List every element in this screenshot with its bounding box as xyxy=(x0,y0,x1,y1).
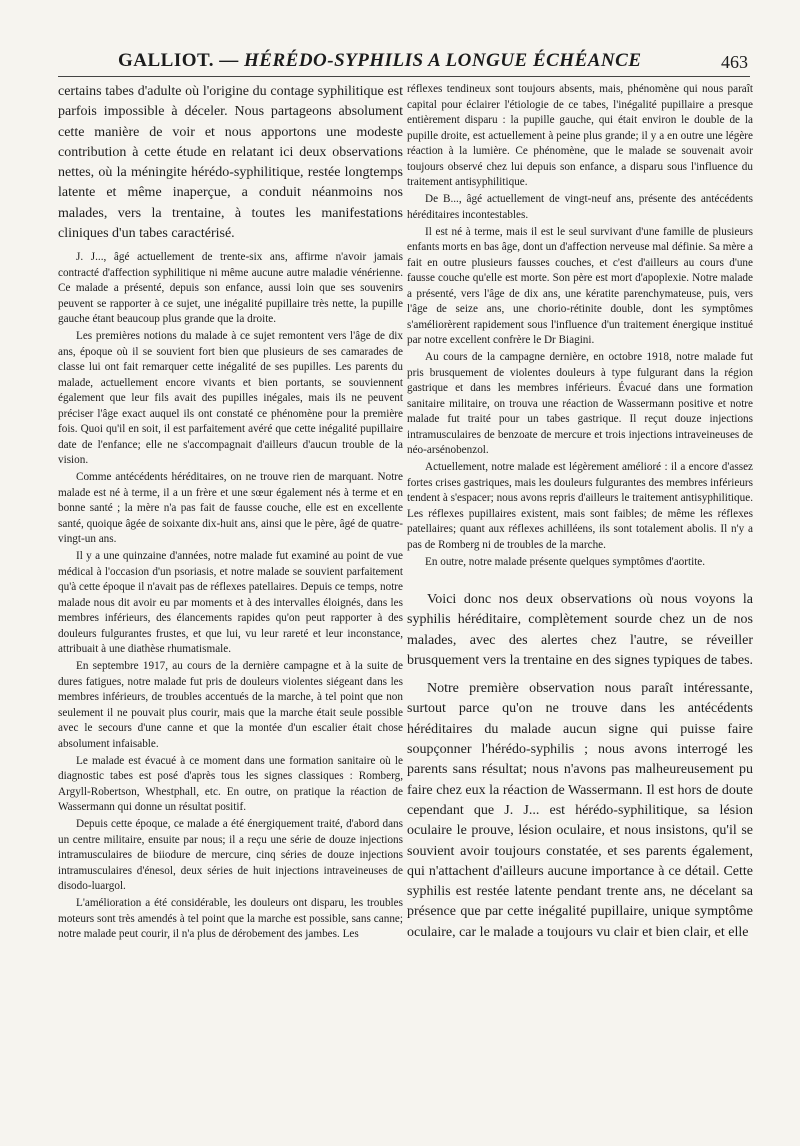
obs1-paragraph: Les premières notions du malade à ce sujet remontent vers l'âge de dix ans, époque où il se souvient fort bien que plusieurs de ses camarades de classe lui ont fait remarquer cette inégalité de ses pupilles. Les parents du malade, actuellement encore vivants et bien portants, se souviennent également que leur fils avait des pupilles inégales, mais ils ne peuvent préciser l'âge exact auquel ils ont constaté ce phénomène pour la première fois. Quoi qu'il en soit, il est parfaitement avéré que cette inégalité pupillaire date de l'enfance; elle ne s'accompagnait d'ailleurs d'aucun trouble de la vision. xyxy=(58,330,403,467)
obs1-paragraph: J. J..., âgé actuellement de trente-six ans, affirme n'avoir jamais contracté d'affection syphilitique ni même aucune autre maladie vénérienne. Ce malade a présenté, depuis son enfance, aussi loin que ses souvenirs peuvent se rapporter à ce sujet, une inégalité pupillaire très nette, la pupille gauche étant beaucoup plus grande que la droite. xyxy=(58,251,403,326)
observation-2 xyxy=(407,82,753,570)
obs1-paragraph: Comme antécédents héréditaires, on ne trouve rien de marquant. Notre malade est né à terme, il a un frère et une sœur également nés à terme et en bonne santé ; la mère n'a pas fait de fausse couche, elle est en excellente santé, quoique âgée de soixante dix-huit ans, ainsi que le père, âgé de quatre-vingt-un ans. xyxy=(58,471,403,546)
obs2-paragraph: En outre, notre malade présente quelques symptômes d'aortite. xyxy=(425,555,706,568)
obs1-paragraph: L'amélioration a été considérable, les douleurs ont disparu, les troubles moteurs sont très amendés à tel point que la marche est possible, sans canne; notre malade peut courir, il n'a plus de dérobement des jambes. Les xyxy=(58,897,403,941)
left-column xyxy=(58,82,403,944)
author-name: GALLIOT. — xyxy=(118,50,239,71)
intro-paragraph: certains tabes d'adulte où l'origine du contage syphilitique est parfois impossible à déceler. Nous partageons absolument cette manière de voir et nous apportons une modeste contribution à cette étude en relatant ici deux observations nettes, où la méningite hérédo-syphilitique, restée longtemps latente et même inaperçue, a conduit néanmoins nos malades, vers la trentaine, à toutes les manifestations cliniques d'un tabes caractérisé. xyxy=(58,84,403,242)
obs2-paragraph: Il est né à terme, mais il est le seul survivant d'une famille de plusieurs enfants morts en bas âge, dont un d'affection nerveuse mal définie. Sa mère a fait en outre plusieurs fausses couches, et c'est d'ailleurs au cours d'une fausse couche qu'elle est morte. Son père est mort d'apoplexie. Notre malade a présenté, vers l'âge de dix ans, une kératite parenchymateuse, puis, vers l'âge de seize ans, une chorio-rétinite double, dont les symptômes s'améliorèrent rapidement sous l'influence d'un traitement énergique institué par notre excellent confrère le Dr Biagini. xyxy=(407,225,753,346)
obs2-paragraph: Actuellement, notre malade est légèrement amélioré : il a encore d'assez fortes crises gastriques, mais les douleurs fulgurantes des membres inférieurs tendent à s'espacer; nous avons repris d'ailleurs le traitement antisyphilitique. Les réflexes pupillaires existent, mais sont faibles; de même les réflexes patellaires; quant aux réflexes achilléens, ils sont totalement abolis. Il n'y a pas de Romberg ni de troubles de la marche. xyxy=(407,461,753,551)
obs1-paragraph: Il y a une quinzaine d'années, notre malade fut examiné au point de vue médical à l'occasion d'un psoriasis, et notre malade se souvient parfaitement qu'à cette époque il n'avait pas de réflexes patellaires. Depuis ce temps, notre malade nous dit avoir eu par moments et à des intervalles éloignés, dans les membres inférieurs, des élancements rapides qu'on peut rapporter à des douleurs fulgurantes frustes, et que lui, vu leur rareté et leur inconstance, attribuait à une diathèse rhumatismale. xyxy=(58,550,403,656)
obs1-paragraph: Le malade est évacué à ce moment dans une formation sanitaire où le diagnostic tabes est posé d'après tous les signes classiques : Romberg, Argyll-Robertson, Whestphall, etc. En outre, on pratique la réaction de Wassermann qui donne un résultat positif. xyxy=(58,754,403,814)
obs2-paragraph: De B..., âgé actuellement de vingt-neuf ans, présente des antécédents héréditaires incontestables. xyxy=(407,193,753,221)
running-title xyxy=(118,50,642,72)
obs1-paragraph: En septembre 1917, au cours de la dernière campagne et à la suite de dures fatigues, notre malade fut pris de douleurs violentes siégeant dans les membres inférieurs, de troubles accentués de la marche, à tel point que non seulement il ne pouvait plus courir, mais que la marche était seule possible avec le secours d'une canne et que la montée d'un escalier était chose absolument infaisable. xyxy=(58,660,403,750)
obs2-paragraph: Au cours de la campagne dernière, en octobre 1918, notre malade fut pris brusquement de violentes douleurs à type fulgurant dans la région gastrique et dans les membres inférieurs. Évacué dans une formation sanitaire militaire, on trouva une réaction de Wassermann positive et notre malade fut traité pour un tabes gastrique. Il reçut douze injections intramusculaires de benzoate de mercure et trois injections intraveineuses de néo-arsénobenzol. xyxy=(407,351,753,456)
obs-paragraph: réflexes tendineux sont toujours absents, mais, phénomène qui nous paraît capital pour éclairer l'étiologie de ce tabes, l'inégalité pupillaire a presque entièrement disparu : la pupille gauche, qui était environ le double de la pupille droite, est actuellement à peine plus grande; il y a en outre une légère réaction à la lumière. Ce phénomène, que le malade se souvenait avoir toujours observé chez lui depuis son enfance, a disparu sous l'influence du traitement antisyphilitique. xyxy=(407,83,753,188)
discussion-paragraph: Voici donc nos deux observations où nous voyons la syphilis héréditaire, complètement sourde chez un de nos malades, avec des alertes chez l'autre, se réveiller brusquement vers la trentaine en des signes typiques de tabes. xyxy=(407,592,754,668)
discussion-paragraph: Notre première observation nous paraît intéressante, surtout parce qu'on ne trouve dans les antécédents héréditaires du malade aucun signe qui puisse faire soupçonner l'hérédo-syphilis ; nous avons interrogé les parents sans résultat; nous n'avons pas malheureusement pu faire chez eux la réaction de Wassermann. Il est hors de doute cependant que J. J... est hérédo-syphilitique, sa lésion oculaire le prouve, lésion oculaire, et nous insistons, qu'il se souvient avoir toujours constatée, et ses parents également, qui n'attachent d'ailleurs aucune importance à ce détail. Cette syphilis est restée latente pendant trente ans, ne décelant sa présence que par cette inégalité pupillaire, unique symptôme oculaire, car le malade a toujours vu clair et bien clair, et elle xyxy=(407,681,753,940)
discussion-block xyxy=(407,590,753,943)
page-number: 463 xyxy=(721,52,748,72)
observation-1 xyxy=(58,250,403,943)
running-header xyxy=(58,46,750,77)
right-column xyxy=(407,82,753,951)
intro-block xyxy=(58,82,403,244)
obs1-paragraph: Depuis cette époque, ce malade a été énergiquement traité, d'abord dans un centre militaire, ensuite par nous; il a reçu une série de douze injections intramusculaires de biiodure de mercure, cinq séries de douze injections intramusculaires d'énesol, deux séries de huit injections intraveineuses de disodo-luargol. xyxy=(58,818,403,893)
article-title: HÉRÉDO-SYPHILIS A LONGUE ÉCHÉANCE xyxy=(244,50,642,71)
